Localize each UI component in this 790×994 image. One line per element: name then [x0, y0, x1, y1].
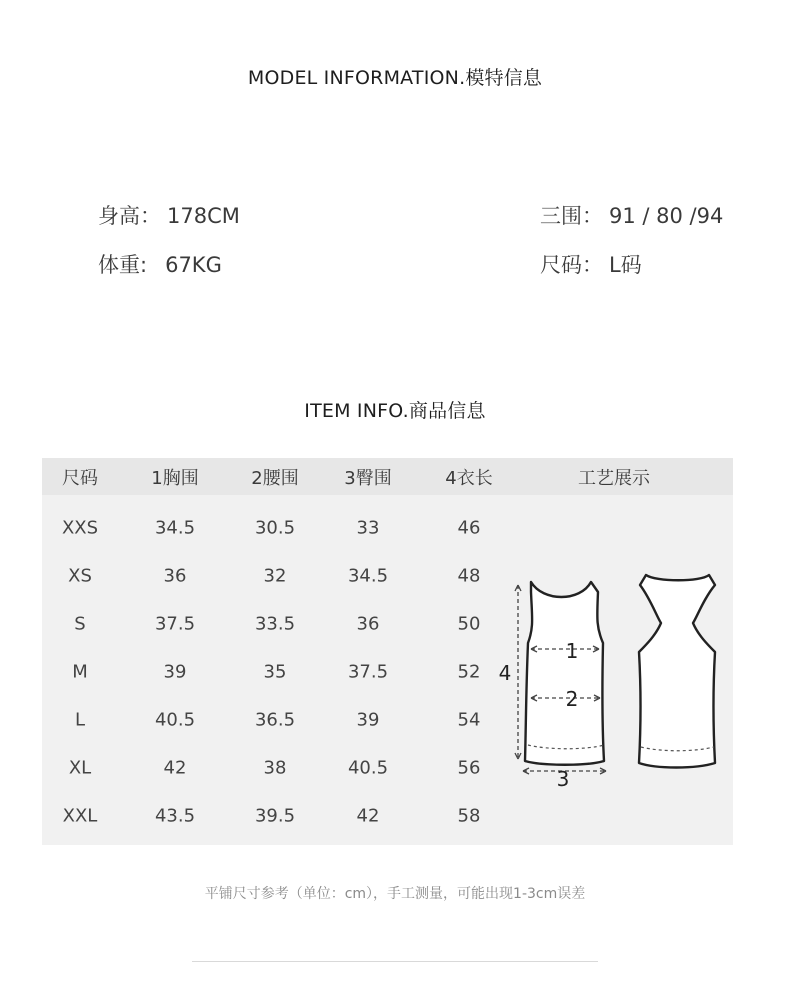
header-size: 尺码: [62, 468, 98, 489]
tank-top-back: [639, 575, 715, 768]
length-cell: 50: [457, 613, 481, 635]
tank-top-front: [525, 582, 604, 765]
size-cell: L: [74, 709, 86, 731]
marker-4: 4: [498, 661, 512, 685]
length-cell: 58: [457, 805, 481, 827]
model-weight-label: 体重:: [98, 253, 148, 277]
hip-cell: 42: [356, 805, 380, 827]
marker-1: 1: [565, 639, 579, 663]
table-row: [42, 735, 502, 783]
waist-cell: 33.5: [254, 613, 296, 635]
waist-cell: 38: [263, 757, 287, 779]
header-chest: 1胸围: [151, 468, 199, 489]
hip-cell: 39: [356, 709, 380, 731]
chest-cell: 39: [163, 661, 187, 683]
size-cell: XXS: [61, 517, 99, 539]
table-row: [42, 591, 502, 639]
hip-cell: 36: [356, 613, 380, 635]
model-size: [540, 249, 642, 279]
waist-cell: 35: [263, 661, 287, 683]
table-row: [42, 783, 502, 831]
tank-top-illustration: [496, 565, 736, 795]
model-measurements-value: 91 / 80 /94: [609, 204, 724, 228]
size-cell: XL: [68, 757, 92, 779]
table-row: [42, 639, 502, 687]
marker-3: 3: [556, 767, 570, 791]
chest-cell: 43.5: [154, 805, 196, 827]
size-table-header: [42, 458, 733, 495]
size-cell: S: [74, 613, 86, 635]
model-size-value: L码: [609, 253, 642, 277]
table-row: [42, 687, 502, 735]
waist-cell: 30.5: [254, 517, 296, 539]
model-measurements: [540, 200, 723, 230]
header-hip: 3臀围: [344, 468, 392, 489]
bottom-divider: [192, 961, 598, 962]
item-info-title: ITEM INFO.商品信息: [304, 400, 486, 422]
length-cell: 56: [457, 757, 481, 779]
hip-cell: 34.5: [347, 565, 389, 587]
hip-cell: 33: [356, 517, 380, 539]
length-cell: 48: [457, 565, 481, 587]
measurement-footnote: 平铺尺寸参考（单位：cm），手工测量，可能出现1-3cm误差: [204, 886, 586, 902]
header-waist: 2腰围: [251, 468, 299, 489]
size-cell: M: [72, 661, 88, 683]
length-cell: 52: [457, 661, 481, 683]
model-weight: [98, 249, 222, 279]
model-weight-value: 67KG: [165, 253, 222, 277]
chest-cell: 36: [163, 565, 187, 587]
table-row: [42, 495, 502, 543]
model-size-label: 尺码：: [540, 253, 603, 277]
model-height-label: 身高：: [98, 204, 161, 228]
hip-cell: 40.5: [347, 757, 389, 779]
chest-cell: 34.5: [154, 517, 196, 539]
waist-cell: 39.5: [254, 805, 296, 827]
model-height-value: 178CM: [167, 204, 240, 228]
marker-2: 2: [565, 687, 579, 711]
model-height: [98, 200, 240, 230]
size-cell: XXL: [62, 805, 98, 827]
header-length: 4衣长: [445, 468, 493, 489]
model-information-title: MODEL INFORMATION.模特信息: [247, 67, 543, 89]
chest-cell: 42: [163, 757, 187, 779]
length-cell: 46: [457, 517, 481, 539]
chest-cell: 37.5: [154, 613, 196, 635]
hip-cell: 37.5: [347, 661, 389, 683]
waist-cell: 32: [263, 565, 287, 587]
chest-cell: 40.5: [154, 709, 196, 731]
model-measurements-label: 三围：: [540, 204, 603, 228]
size-cell: XS: [68, 565, 92, 587]
header-craft: 工艺展示: [578, 468, 650, 489]
length-cell: 54: [457, 709, 481, 731]
table-row: [42, 543, 502, 591]
waist-cell: 36.5: [254, 709, 296, 731]
